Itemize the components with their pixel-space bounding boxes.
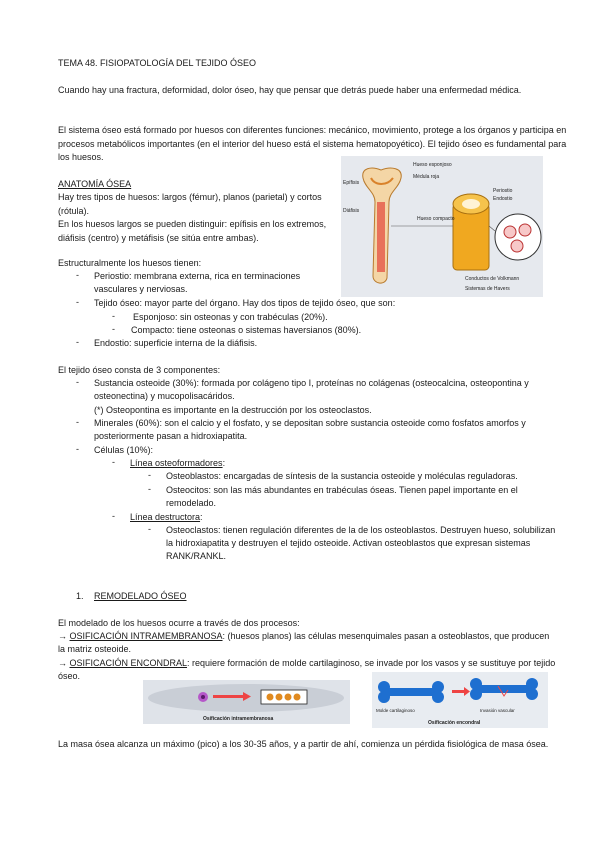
sistema-paragraph: El sistema óseo está formado por huesos con diferentes funciones: mecánico, movimiento, protege a los órganos y participa en procesos metabólicos importantes (en el interior del hueso está el sistema hematopoyético). El tejido óseo es fundamental para los huesos. xyxy=(58,125,567,162)
encondral-label: OSIFICACIÓN ENCONDRAL xyxy=(69,658,188,668)
osteopontina-note: (*) Osteopontina es importante en la destrucción por los osteoclastos. xyxy=(94,405,372,415)
label-hueso-esponjoso: Hueso esponjoso xyxy=(413,162,452,168)
masa-paragraph: La masa ósea alcanza un máximo (pico) a los 30-35 años, y a partir de ahí, comienza un pérdida fisiológica de masa ósea. xyxy=(58,739,549,749)
fig-intramembranosa xyxy=(143,680,350,724)
bullet-dash: - xyxy=(76,270,79,280)
intramembranosa-text: : (huesos planos) las células mesenquimales pasan a osteoblastos, que producen la matriz osteoide. xyxy=(58,631,550,654)
fig-endo-caption: Osificación encondral xyxy=(428,720,481,726)
intramembranosa-paragraph xyxy=(58,630,558,656)
osteoclastos-item: Osteoclastos: tienen regulación diferentes de la de los osteoblastos. Destruyen hueso, solubilizan la hidroxiapatita y destruyen el tejido osteoide. Activan osteoblastos que expresan sistemas RANK/RANKL. xyxy=(166,525,556,561)
label-epifisis: Epífisis xyxy=(343,180,360,186)
minerales-item: Minerales (60%): son el calcio y el fosfato, y se depositan sobre sustancia osteoide como fosfatos amorfos y posteriormente pasan a hidroxiapatita. xyxy=(94,418,526,441)
page-title: TEMA 48. FISIOPATOLOGÍA DEL TEJIDO ÓSEO xyxy=(58,58,257,68)
arrow-icon: → xyxy=(58,658,67,668)
celulas-item: Células (10%): xyxy=(94,445,154,455)
fig-endo-molde: Molde cartilaginoso xyxy=(376,708,415,713)
bullet-dash: - xyxy=(76,417,79,427)
remodelado-heading: REMODELADO ÓSEO xyxy=(94,591,187,601)
linea-destructora-label: Línea destructora xyxy=(130,512,201,522)
bullet-dash: - xyxy=(112,511,115,521)
label-medula: Médula roja xyxy=(413,174,440,180)
bullet-dash: - xyxy=(112,324,115,334)
anatomia-heading: ANATOMÍA ÓSEA xyxy=(58,179,132,189)
sustancia-item: Sustancia osteoide (30%): formada por colágeno tipo I, proteínas no colágenas (osteocalcina, osteopontina y osteonectina) y mucopolisacáridos. xyxy=(94,378,529,401)
linea-formadores-label: Línea osteoformadores xyxy=(130,458,223,468)
label-periostio: Periostio xyxy=(493,188,513,194)
remodelado-intro: El modelado de los huesos ocurre a través de dos procesos: xyxy=(58,618,300,628)
periostio-item: Periostio: membrana externa, rica en terminaciones vasculares y nerviosas. xyxy=(94,271,301,294)
anatomia-p2: En los huesos largos se pueden distinguir: epífisis en los extremos, diáfisis (centro) y metáfisis (se sitúa entre ambas). xyxy=(58,219,327,243)
intramembranosa-label: OSIFICACIÓN INTRAMEMBRANOSA xyxy=(69,631,223,641)
tejido-item: Tejido óseo: mayor parte del órgano. Hay dos tipos de tejido óseo, que son: xyxy=(94,298,396,308)
intro-paragraph: Cuando hay una fractura, deformidad, dolor óseo, hay que pensar que detrás puede haber una enfermedad médica. xyxy=(58,85,522,95)
encondral-text: : requiere formación de molde cartilaginoso, se invade por los vasos y se sustituye por tejido óseo. xyxy=(58,658,556,681)
bullet-dash: - xyxy=(148,470,151,480)
fig-intra-caption: Osificación intramembranosa xyxy=(203,716,274,722)
label-diafisis: Diáfisis xyxy=(343,208,360,214)
label-volkmann: Conductos de Volkmann xyxy=(465,276,520,282)
arrow-icon: → xyxy=(58,631,67,641)
componentes-intro: El tejido óseo consta de 3 componentes: xyxy=(58,365,221,375)
bullet-dash: - xyxy=(112,457,115,467)
bullet-dash: - xyxy=(148,524,151,534)
bone-figure xyxy=(341,156,543,297)
bullet-dash: - xyxy=(76,337,79,347)
osteoblastos-item: Osteoblastos: encargadas de síntesis de la sustancia osteoide y moléculas reguladoras. xyxy=(166,471,518,481)
label-hueso-compacto: Hueso compacto xyxy=(417,216,455,222)
osteocitos-item: Osteocitos: son las más abundantes en trabéculas óseas. Tienen papel importante en el remodelado. xyxy=(166,485,518,508)
label-havers: Sistemas de Havers xyxy=(465,286,510,292)
linea-formadores: Línea osteoformadores: xyxy=(130,458,226,468)
label-endostio: Endostio xyxy=(493,196,513,202)
bullet-dash: - xyxy=(76,377,79,387)
bullet-dash: - xyxy=(76,444,79,454)
esponjoso-item: Esponjoso: sin osteonas y con trabéculas (20%). xyxy=(133,312,328,322)
bullet-dash: - xyxy=(76,297,79,307)
linea-destructora: Línea destructora: xyxy=(130,512,203,522)
compacto-item: Compacto: tiene osteonas o sistemas haversianos (80%). xyxy=(131,325,362,335)
estructural-text: Estructuralmente los huesos tienen: xyxy=(58,258,202,268)
bullet-dash: - xyxy=(112,311,115,321)
endostio-item: Endostio: superficie interna de la diáfisis. xyxy=(94,338,258,348)
anatomia-p1: Hay tres tipos de huesos: largos (fémur), planos (parietal) y cortos (rótula). xyxy=(58,192,322,216)
fig-endo-invasion: Invasión vascular xyxy=(480,708,515,713)
section-number: 1. xyxy=(76,591,84,601)
bullet-dash: - xyxy=(148,484,151,494)
fig-encondral xyxy=(372,672,548,728)
